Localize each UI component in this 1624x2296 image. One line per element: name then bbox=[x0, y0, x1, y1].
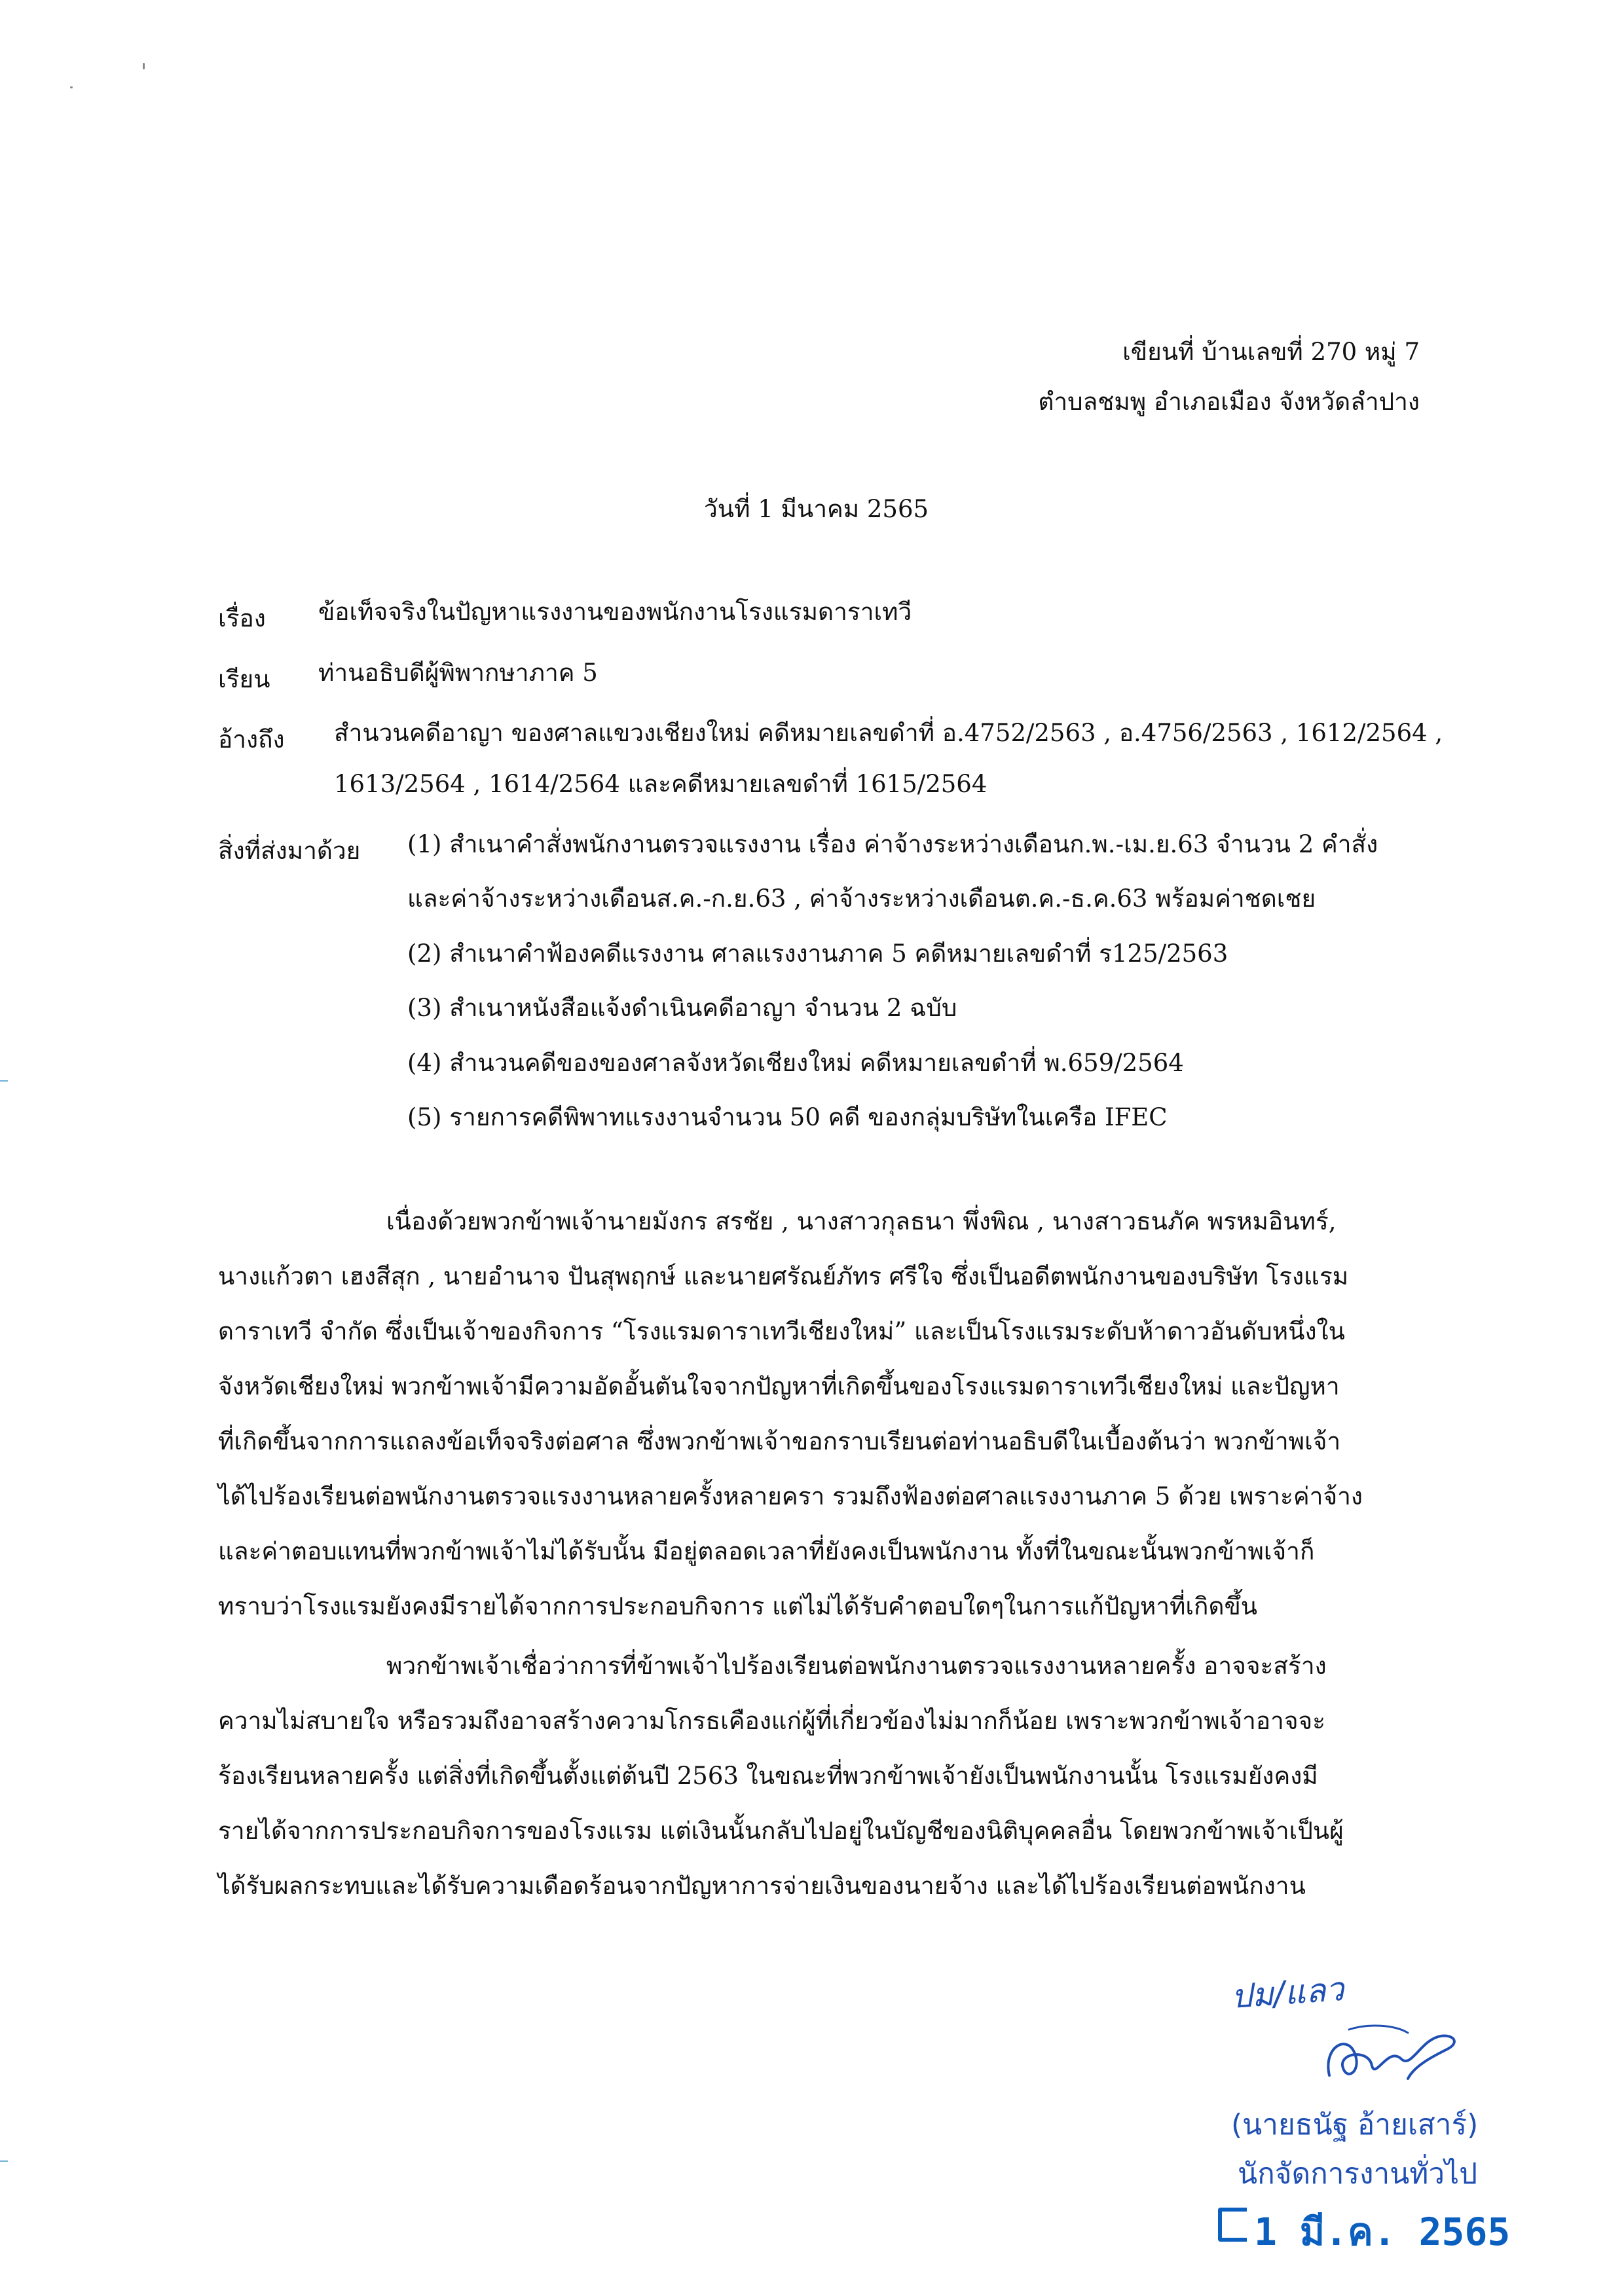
body-line: พวกข้าพเจ้าเชื่อว่าการที่ข้าพเจ้าไปร้องเรียนต่อพนักงานตรวจแรงงานหลายครั้ง อาจจะสร้าง bbox=[386, 1652, 1327, 1680]
margin-mark bbox=[0, 2160, 8, 2162]
recipient-label: เรียน bbox=[218, 665, 270, 693]
body-line: เนื่องด้วยพวกข้าพเจ้านายมังกร สรชัย , นางสาวกุลธนา พึ่งพิณ , นางสาวธนภัค พรหมอินทร์, bbox=[386, 1207, 1337, 1235]
reference-line1: สำนวนคดีอาญา ของศาลแขวงเชียงใหม่ คดีหมายเลขดำที่ อ.4752/2563 , อ.4756/2563 , 1612/2564 , bbox=[334, 719, 1443, 747]
recipient-text: ท่านอธิบดีผู้พิพากษาภาค 5 bbox=[318, 659, 598, 687]
subject-text: ข้อเท็จจริงในปัญหาแรงงานของพนักงานโรงแรมดาราเทวี bbox=[318, 598, 912, 626]
letter-date: วันที่ 1 มีนาคม 2565 bbox=[704, 495, 929, 523]
subject-label: เรื่อง bbox=[218, 604, 266, 632]
stamp-mark-icon bbox=[1218, 2208, 1247, 2242]
enclosure-item: (4) สำนวนคดีของของศาลจังหวัดเชียงใหม่ คดีหมายเลขดำที่ พ.659/2564 bbox=[407, 1049, 1184, 1077]
enclosures-label: สิ่งที่ส่งมาด้วย bbox=[218, 837, 361, 865]
signatory-position: นักจัดการงานทั่วไป bbox=[1238, 2157, 1478, 2191]
body-line: ดาราเทวี จำกัด ซึ่งเป็นเจ้าของกิจการ “โรงแรมดาราเทวีเชียงใหม่” และเป็นโรงแรมระดับห้าดาวอันดับหนึ่งใน bbox=[218, 1317, 1345, 1345]
enclosure-item: และค่าจ้างระหว่างเดือนส.ค.-ก.ย.63 , ค่าจ้างระหว่างเดือนต.ค.-ธ.ค.63 พร้อมค่าชดเชย bbox=[407, 884, 1316, 913]
enclosure-item: (1) สำเนาคำสั่งพนักงานตรวจแรงงาน เรื่อง ค่าจ้างระหว่างเดือนก.พ.-เม.ย.63 จำนวน 2 คำสั่ง bbox=[407, 830, 1378, 858]
enclosure-item: (2) สำเนาคำฟ้องคดีแรงงาน ศาลแรงงานภาค 5 คดีหมายเลขดำที่ ร125/2563 bbox=[407, 939, 1228, 968]
received-stamp-date: 1 มี.ค. 2565 bbox=[1254, 2210, 1511, 2254]
handwritten-signature bbox=[1310, 2020, 1467, 2092]
enclosure-item: (5) รายการคดีพิพาทแรงงานจำนวน 50 คดี ของกลุ่มบริษัทในเครือ IFEC bbox=[407, 1103, 1168, 1131]
body-line: และค่าตอบแทนที่พวกข้าพเจ้าไม่ได้รับนั้น มีอยู่ตลอดเวลาที่ยังคงเป็นพนักงาน ทั้งที่ในขณะนั้นพวกข้าพเจ้าก็ bbox=[218, 1537, 1315, 1565]
sender-address-line2: ตำบลชมพู อำเภอเมือง จังหวัดลำปาง bbox=[1038, 388, 1420, 416]
body-line: นางแก้วตา เฮงสีสุก , นายอำนาจ ปันสุพฤกษ์ และนายศรัณย์ภัทร ศรีใจ ซึ่งเป็นอดีตพนักงานของบริษัท โรงแรม bbox=[218, 1262, 1349, 1290]
scan-speck bbox=[143, 63, 145, 69]
scan-speck bbox=[70, 86, 73, 88]
body-line: ความไม่สบายใจ หรือรวมถึงอาจสร้างความโกรธเคืองแก่ผู้ที่เกี่ยวข้องไม่มากก็น้อย เพราะพวกข้าพเจ้าอาจจะ bbox=[218, 1707, 1326, 1735]
body-line: ที่เกิดขึ้นจากการแถลงข้อเท็จจริงต่อศาล ซึ่งพวกข้าพเจ้าขอกราบเรียนต่อท่านอธิบดีในเบื้องต้นว่า พวกข้าพเจ้า bbox=[218, 1427, 1341, 1455]
handwritten-note: ปม/แลว bbox=[1230, 1970, 1346, 2016]
body-line: ทราบว่าโรงแรมยังคงมีรายได้จากการประกอบกิจการ แต่ไม่ได้รับคำตอบใดๆในการแก้ปัญหาที่เกิดขึ้น bbox=[218, 1592, 1258, 1620]
reference-line2: 1613/2564 , 1614/2564 และคดีหมายเลขดำที่ 1615/2564 bbox=[334, 770, 987, 798]
body-line: ได้ไปร้องเรียนต่อพนักงานตรวจแรงงานหลายครั้งหลายครา รวมถึงฟ้องต่อศาลแรงงานภาค 5 ด้วย เพราะค่าจ้าง bbox=[218, 1482, 1363, 1510]
sender-address-line1: เขียนที่ บ้านเลขที่ 270 หมู่ 7 bbox=[1122, 338, 1420, 366]
enclosure-item: (3) สำเนาหนังสือแจ้งดำเนินคดีอาญา จำนวน 2 ฉบับ bbox=[407, 994, 957, 1022]
body-line: รายได้จากการประกอบกิจการของโรงแรม แต่เงินนั้นกลับไปอยู่ในบัญชีของนิติบุคคลอื่น โดยพวกข้าพเจ้าเป็นผู้ bbox=[218, 1817, 1344, 1845]
margin-mark bbox=[0, 1080, 8, 1082]
body-line: ได้รับผลกระทบและได้รับความเดือดร้อนจากปัญหาการจ่ายเงินของนายจ้าง และได้ไปร้องเรียนต่อพนักงาน bbox=[218, 1872, 1306, 1900]
signatory-name: (นายธนัฐ อ้ายเสาร์) bbox=[1231, 2108, 1479, 2141]
body-line: ร้องเรียนหลายครั้ง แต่สิ่งที่เกิดขึ้นตั้งแต่ต้นปี 2563 ในขณะที่พวกข้าพเจ้ายังเป็นพนักงานนั้น โรงแรมยังคงมี bbox=[218, 1762, 1318, 1790]
body-line: จังหวัดเชียงใหม่ พวกข้าพเจ้ามีความอัดอั้นตันใจจากปัญหาที่เกิดขึ้นของโรงแรมดาราเทวีเชียงใหม่ และปัญหา bbox=[218, 1372, 1340, 1400]
reference-label: อ้างถึง bbox=[218, 725, 285, 754]
